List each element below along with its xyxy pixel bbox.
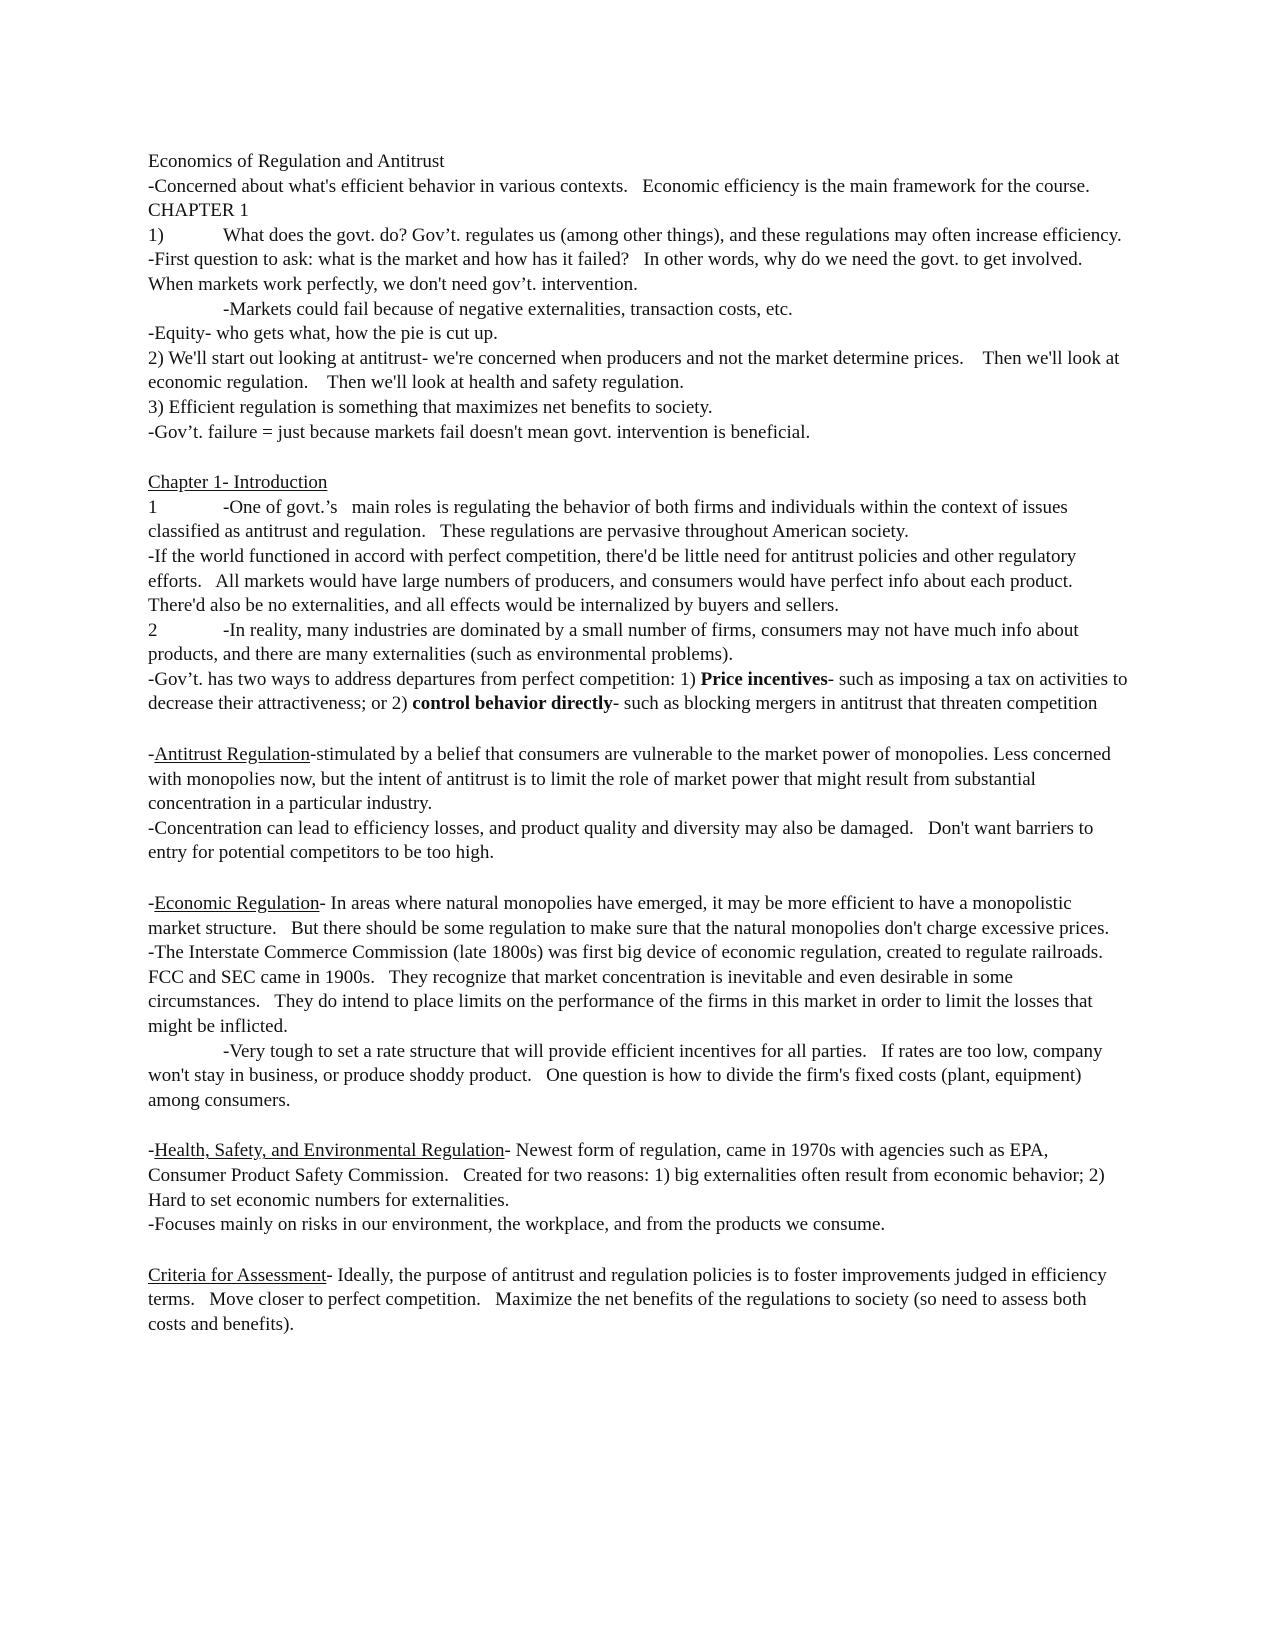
antitrust-paragraph: -Antitrust Regulation-stimulated by a belief that consumers are vulnerable to the market power of monopolies. Less concerned with monopolies now, but the intent of antitrust is to limit the role of market power that might result from substantial concentration in a particular industry. <box>148 744 1116 815</box>
externalities-paragraph: -Markets could fail because of negative externalities, transaction costs, etc. <box>223 298 793 320</box>
risks-paragraph: -Focuses mainly on risks in our environment, the workplace, and from the products we consume. <box>148 1214 886 1236</box>
antitrust-term: Antitrust Regulation <box>154 744 311 766</box>
point-1 <box>148 224 1128 249</box>
introduction-heading: Chapter 1- Introduction <box>148 472 328 494</box>
section-2-number: 2 <box>148 619 158 641</box>
two-ways-paragraph: -Gov’t. has two ways to address departures from perfect competition: 1) Price incentives- such as imposing a tax on activities to decrease their attractiveness; or 2) control behavior directly- such as blocking mergers in antitrust that threaten competition <box>148 668 1133 715</box>
concentration-paragraph: -Concentration can lead to efficiency losses, and product quality and diversity may also be damaged. Don't want barriers to entry for potential competitors to be too high. <box>148 817 1099 864</box>
economic-regulation-paragraph: -Economic Regulation- In areas where natural monopolies have emerged, it may be more efficient to have a monopolistic market structure. But there should be some regulation to make sure that the natural monopolies don't charge excessive prices. <box>148 893 1110 939</box>
chapter-heading: CHAPTER 1 <box>148 200 249 222</box>
criteria-paragraph: Criteria for Assessment- Ideally, the purpose of antitrust and regulation policies is to foster improvements judged in efficiency terms. Move closer to perfect competition. Maximize the net benefits of the regulations to society (so need to assess both costs and benefits). <box>148 1264 1112 1335</box>
perfect-competition-paragraph: -If the world functioned in accord with perfect competition, there'd be little need for antitrust policies and other regulatory efforts. All markets would have large numbers of producers, and consumers would have perfect info about each product. There'd also be no externalities, and all effects would be internalized by buyers and sellers. <box>148 545 1087 617</box>
economic-regulation-term: Economic Regulation <box>154 893 320 915</box>
control-behavior-term: control behavior directly <box>412 693 613 715</box>
section-2-paragraph: 2 -In reality, many industries are dominated by a small number of firms, consumers may not have much info about products, and there are many externalities (such as environmental problems). <box>148 619 1084 666</box>
point-1-number: 1) <box>148 224 164 246</box>
section-1-number: 1 <box>148 496 158 518</box>
icc-paragraph: -The Interstate Commerce Commission (late 1800s) was first big device of economic regulation, created to regulate railroads. FCC and SEC came in 1900s. They recognize that market concentration is inevitable and even desirable in some circumstances. They do intend to place limits on the performance of the firms in this market in order to limit the losses that might be inflicted. <box>148 942 1118 1037</box>
price-incentives-term: Price incentives <box>700 668 828 690</box>
govt-failure-paragraph: -Gov’t. failure = just because markets fail doesn't mean govt. intervention is beneficial. <box>148 421 811 443</box>
market-failure-paragraph: -First question to ask: what is the market and how has it failed? In other words, why do we need the govt. to get involved. When markets work perfectly, we don't need gov’t. intervention. <box>148 249 1087 295</box>
point-2-paragraph: 2) We'll start out looking at antitrust- we're concerned when producers and not the market determine prices. Then we'll look at economic regulation. Then we'll look at health and safety regulation. <box>148 347 1125 394</box>
section-1-paragraph: 1 -One of govt.’s main roles is regulating the behavior of both firms and individuals within the context of issues classified as antitrust and regulation. These regulations are pervasive throughout American society. <box>148 496 1073 543</box>
document-title: Economics of Regulation and Antitrust <box>148 151 445 172</box>
health-safety-term: Health, Safety, and Environmental Regulation <box>154 1140 505 1162</box>
document-page <box>148 150 1133 1338</box>
point-1-text: What does the govt. do? Gov’t. regulates us (among other things), and these regulations may often increase efficiency. <box>223 224 1122 246</box>
point-3-paragraph: 3) Efficient regulation is something that maximizes net benefits to society. <box>148 396 713 418</box>
health-safety-paragraph: -Health, Safety, and Environmental Regulation- Newest form of regulation, came in 1970s with agencies such as EPA, Consumer Product Safety Commission. Created for two reasons: 1) big externalities often result from economic behavior; 2) Hard to set economic numbers for externalities. <box>148 1140 1110 1211</box>
equity-paragraph: -Equity- who gets what, how the pie is cut up. <box>148 323 498 345</box>
rate-structure-paragraph: -Very tough to set a rate structure that will provide efficient incentives for all parties. If rates are too low, company won't stay in business, or produce shoddy product. One question is how to divide the firm's fixed costs (plant, equipment) among consumers. <box>148 1040 1108 1111</box>
criteria-term: Criteria for Assessment <box>148 1264 327 1286</box>
intro-paragraph: -Concerned about what's efficient behavior in various contexts. Economic efficiency is the main framework for the course. <box>148 175 1090 197</box>
